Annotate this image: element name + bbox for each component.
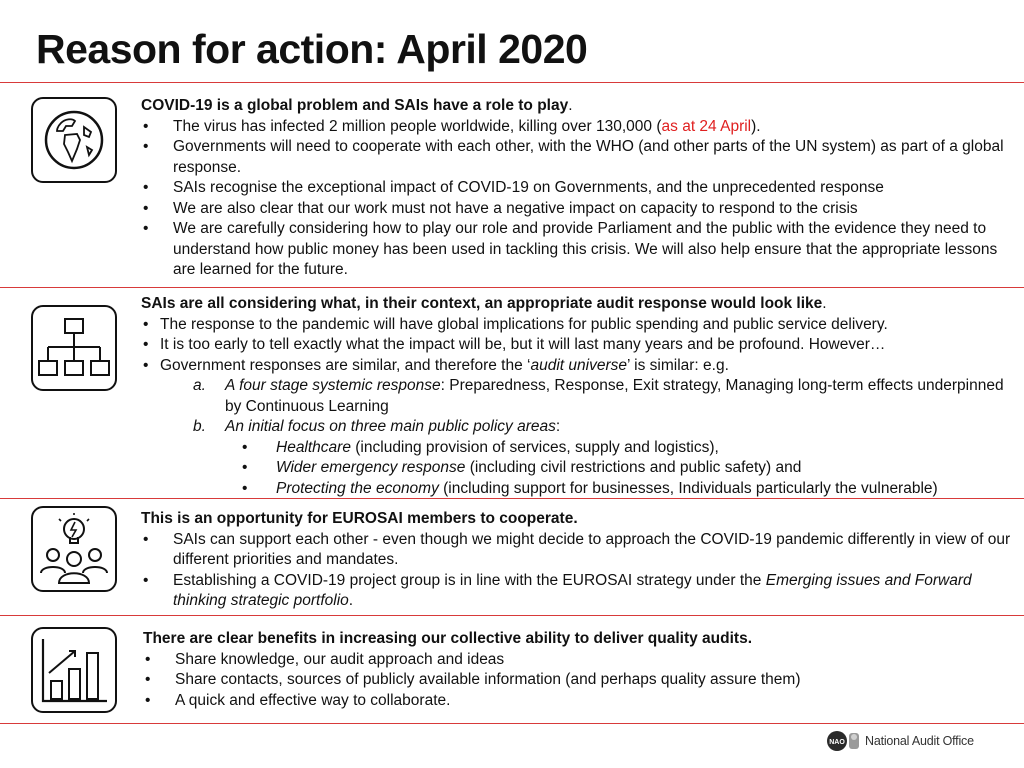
section-heading: There are clear benefits in increasing our collective ability to deliver quality audits. [143,630,753,647]
nao-logo-text: National Audit Office [865,734,974,748]
list-item: • The response to the pandemic will have global implications for public spending and public service delivery. [143,315,888,333]
policy-area-item: • Healthcare (including provision of services, supply and logistics), [242,438,719,456]
section-audit-response [141,294,1016,499]
list-item: • Establishing a COVID-19 project group is in line with the EUROSAI strategy under the Emerging issues and Forward thinking strategic portfolio. [143,571,972,609]
section-heading: This is an opportunity for EUROSAI members to cooperate. [141,510,578,527]
list-item: • The virus has infected 2 million people worldwide, killing over 130,000 (as at 24 April). [143,117,761,135]
title-divider [0,82,1024,83]
nao-crest-icon [826,729,862,753]
svg-text:NAO: NAO [829,739,845,746]
list-item: • SAIs can support each other - even though we might decide to approach the COVID-19 pandemic differently in view of our different priorities and mandates. [143,530,1011,568]
page-title: Reason for action: April 2020 [36,26,588,72]
section-divider [0,287,1024,288]
nao-logo [826,729,974,753]
sub-list-item: a. A four stage systemic response: Preparedness, Response, Exit strategy, Managing long-term effects underpinned by Continuous Learning [193,377,1004,415]
list-item: • It is too early to tell exactly what the impact will be, but it will last many years and be profound. However… [143,336,886,353]
section-heading: SAIs are all considering what, in their context, an appropriate audit response would look like. [141,295,827,312]
list-item: • Share contacts, sources of publicly available information (and perhaps quality assure them) [145,671,801,688]
section-eurosai-cooperation [141,509,1016,612]
section-benefits [143,629,1013,711]
date-highlight: as at 24 April [661,117,752,135]
growth-chart-icon [31,627,117,713]
globe-icon [31,97,117,183]
list-item: • Government responses are similar, and therefore the ‘audit universe’ is similar: e.g. [143,356,729,374]
section-divider [0,615,1024,616]
section-heading: COVID-19 is a global problem and SAIs have a role to play. [141,97,573,114]
list-item: • Share knowledge, our audit approach and ideas [145,650,505,668]
section-covid-global [141,96,1011,281]
section-divider [0,723,1024,724]
list-item: • We are carefully considering how to play our role and provide Parliament and the public with the evidence they need to understand how public money has been used in tackling this crisis. We will also help ensure that the appropriate lessons are learned for the future. [143,220,998,278]
sub-list-item: b. An initial focus on three main public policy areas: [193,418,561,435]
list-item: • We are also clear that our work must not have a negative impact on capacity to respond to the crisis [143,199,858,217]
list-item: • Governments will need to cooperate with each other, with the WHO (and other parts of the UN system) as part of a global response. [143,138,1004,176]
list-item: • A quick and effective way to collaborate. [145,691,451,709]
policy-area-item: • Protecting the economy (including support for businesses, Individuals particularly the vulnerable) [242,479,938,497]
org-chart-icon [31,305,117,391]
policy-area-item: • Wider emergency response (including civil restrictions and public safety) and [242,459,802,476]
list-item: • SAIs recognise the exceptional impact of COVID-19 on Governments, and the unprecedented response [143,179,884,196]
section-divider [0,498,1024,499]
people-idea-icon [31,506,117,592]
